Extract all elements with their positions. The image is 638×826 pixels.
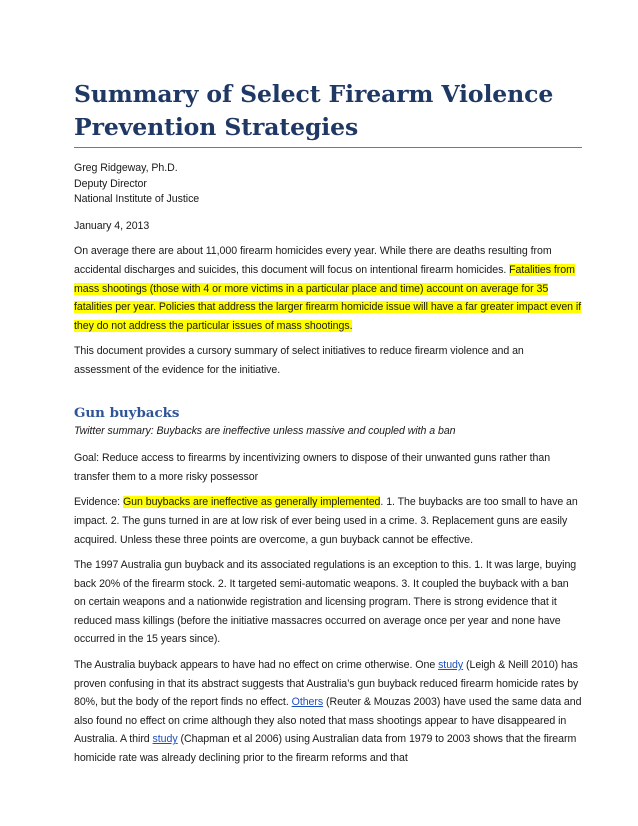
evidence-highlight: Gun buybacks are ineffective as generally implemented	[122, 496, 381, 509]
summary-paragraph: This document provides a cursory summary of select initiatives to reduce firearm violence and an assessment of the evidence for the initiative.	[74, 345, 524, 376]
evidence-paragraph	[74, 493, 582, 549]
section-heading: Gun buybacks	[74, 404, 180, 421]
document-title	[74, 78, 582, 148]
australia-effect-paragraph	[74, 656, 582, 768]
author-block	[74, 161, 582, 208]
evidence-text: . 1. The buybacks are too small to have an impact. 2. The guns turned in are at low risk of ever being used in a crime. 3. Replacement guns are easily acquired. Unless these three points are overcome, a gun buyback cannot be effective.	[74, 496, 578, 546]
text-segment: The Australia buyback appears to have had no effect on crime otherwise. One	[74, 659, 439, 672]
author-name: Greg Ridgeway, Ph.D.	[74, 162, 178, 174]
study-link-2[interactable]: study	[152, 733, 178, 746]
title-line-2: Prevention Strategies	[74, 113, 359, 141]
intro-text: On average there are about 11,000 firearm homicides every year. While there are deaths resulting from accidental discharges and suicides, this document will focus on intentional firearm homicides.	[74, 245, 552, 276]
australia-paragraph: The 1997 Australia gun buyback and its associated regulations is an exception to this. 1. It was large, buying back 20% of the firearm stock. 2. It targeted semi-automatic weapons. 3. It coupled the buyback with a ban on certain weapons and a nationwide registration and licensing program. There is strong evidence that it reduced mass killings (before the initiative massacres occurred on average once per year and none have occurred in the 15 years since).	[74, 559, 577, 646]
intro-highlight: Fatalities from mass shootings (those with 4 or more victims in a particular place and time) account on average for 35 fatalities per year. Policies that address the larger firearm homicide issue will have a far greater impact even if they do not address the particular issues of mass shootings.	[74, 263, 582, 332]
document-date: January 4, 2013	[74, 219, 150, 232]
author-org: National Institute of Justice	[74, 193, 200, 206]
text-segment: (Chapman et al 2006) using Australian data from 1979 to 2003 shows that the firearm homicide rate was already declining prior to the firearm reforms and that	[74, 733, 577, 765]
others-link[interactable]: Others	[291, 696, 324, 709]
study-link-1[interactable]: study	[438, 659, 464, 672]
text-segment: (Leigh & Neill 2010) has proven confusing in that its abstract suggests that Australia’s gun buyback reduced firearm homicide rates by 80%, but the body of the report finds no effect.	[74, 659, 579, 709]
text-segment: (Reuter & Mouzas 2003) have used the same data and also found no effect on crime although they also noted that mass shootings appear to have disappeared in Australia. A third	[74, 696, 582, 746]
intro-paragraph	[74, 242, 582, 335]
title-line-1: Summary of Select Firearm Violence	[74, 80, 554, 108]
author-position: Deputy Director	[74, 177, 147, 190]
goal-paragraph: Goal: Reduce access to firearms by incentivizing owners to dispose of their unwanted guns rather than transfer them to a more risky possessor	[74, 452, 551, 483]
evidence-label: Evidence:	[74, 496, 123, 509]
twitter-summary: Twitter summary: Buybacks are ineffective unless massive and coupled with a ban	[74, 424, 456, 437]
